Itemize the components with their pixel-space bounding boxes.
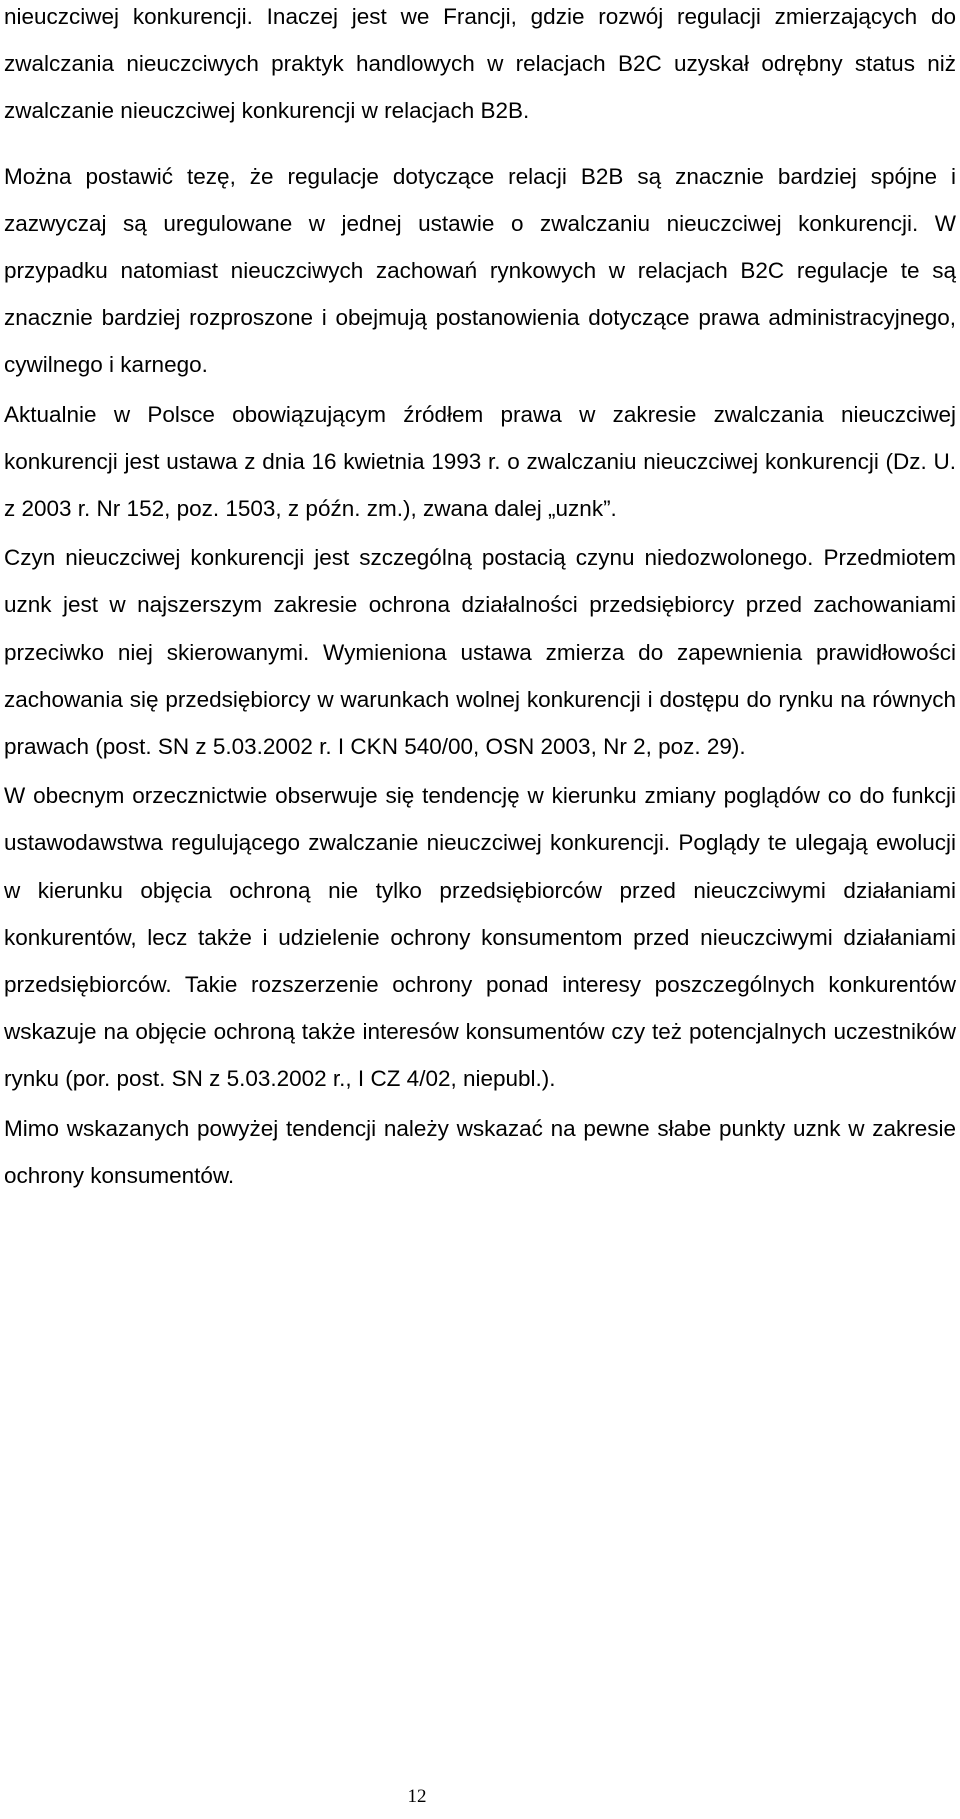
- paragraph-2: Można postawić tezę, że regulacje dotyczące relacji B2B są znacznie bardziej spójne i zazwyczaj są uregulowane w jednej ustawie o zwalczaniu nieuczciwej konkurencji. W przypadku natomiast nieuczciwych zachowań rynkowych w relacjach B2C regulacje te są znacznie bardziej rozproszone i obejmują postanowienia dotyczące prawa administracyjnego, cywilnego i karnego.: [4, 163, 956, 378]
- page-number: 12: [407, 1786, 427, 1807]
- paragraph-4: Czyn nieuczciwej konkurencji jest szczególną postacią czynu niedozwolonego. Przedmiotem uznk jest w najszerszym zakresie ochrona działalności przedsiębiorcy przed zachowaniami przeciwko niej skierowanymi. Wymieniona ustawa zmierza do zapewnienia prawidłowości zachowania się przedsiębiorcy w warunkach wolnej konkurencji i dostępu do rynku na równych prawach (post. SN z 5.03.2002 r. I CKN 540/00, OSN 2003, Nr 2, poz. 29).: [4, 545, 956, 760]
- paragraph-3: Aktualnie w Polsce obowiązującym źródłem prawa w zakresie zwalczania nieuczciwej konkurencji jest ustawa z dnia 16 kwietnia 1993 r. o zwalczaniu nieuczciwej konkurencji (Dz. U. z 2003 r. Nr 152, poz. 1503, z późn. zm.), zwana dalej „uznk”.: [4, 401, 956, 522]
- paragraph-1: nieuczciwej konkurencji. Inaczej jest we Francji, gdzie rozwój regulacji zmierzających do zwalczania nieuczciwych praktyk handlowych w relacjach B2C uzyskał odrębny status niż zwalczanie nieuczciwej konkurencji w relacjach B2B.: [4, 4, 956, 124]
- paragraph-5: W obecnym orzecznictwie obserwuje się tendencję w kierunku zmiany poglądów co do funkcji ustawodawstwa regulującego zwalczanie nieuczciwej konkurencji. Poglądy te ulegają ewolucji w kierunku objęcia ochroną nie tylko przedsiębiorców przed nieuczciwymi działaniami konkurentów, lecz także i udzielenie ochrony konsumentom przed nieuczciwymi działaniami przedsiębiorców. Takie rozszerzenie ochrony ponad interesy poszczególnych konkurentów wskazuje na objęcie ochroną także interesów konsumentów czy też potencjalnych uczestników rynku (por. post. SN z 5.03.2002 r., I CZ 4/02, niepubl.).: [4, 783, 956, 1092]
- body-text: [4, 0, 956, 1199]
- paragraph-6: Mimo wskazanych powyżej tendencji należy wskazać na pewne słabe punkty uznk w zakresie ochrony konsumentów.: [4, 1115, 956, 1188]
